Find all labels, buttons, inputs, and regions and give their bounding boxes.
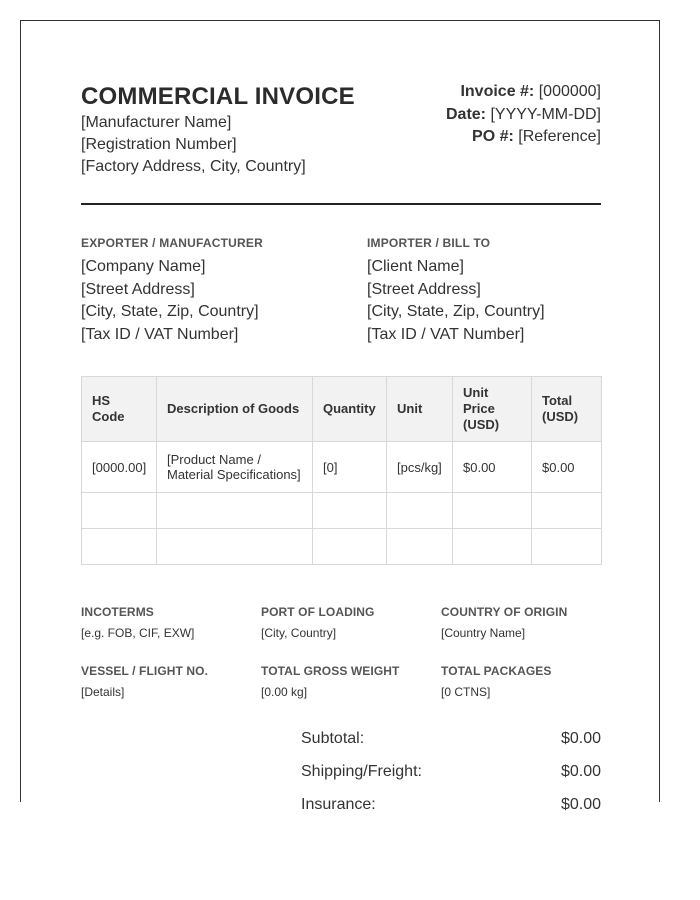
exporter-tax-id: [Tax ID / VAT Number] (81, 325, 239, 343)
table-row (82, 493, 602, 529)
subtotal-value: $0.00 (560, 730, 601, 747)
importer-city: [City, State, Zip, Country] (367, 303, 545, 320)
items-table (81, 376, 602, 565)
invoice-number-label: Invoice #: (460, 83, 535, 100)
exporter-block (81, 236, 331, 346)
shipping-freight-row (301, 762, 601, 795)
date-value: [YYYY-MM-DD] (490, 105, 601, 123)
incoterms-block (81, 605, 251, 640)
subtotal-label: Subtotal: (301, 730, 365, 747)
gross-weight-block (261, 664, 431, 699)
invoice-number-value: [000000] (538, 83, 601, 100)
cell-description (157, 529, 313, 565)
cell-total (532, 529, 602, 565)
cell-unit (387, 493, 453, 529)
invoice-header (81, 83, 601, 203)
shipping-freight-value: $0.00 (560, 763, 601, 780)
column-header-quantity: Quantity (313, 377, 387, 442)
cell-unit-price: $0.00 (453, 442, 532, 493)
gross-weight-heading: TOTAL GROSS WEIGHT (261, 664, 400, 678)
header-divider (81, 203, 601, 205)
cell-total: $0.00 (532, 442, 602, 493)
total-packages-heading: TOTAL PACKAGES (441, 664, 552, 678)
gross-weight-value: [0.00 kg] (261, 685, 308, 699)
po-label: PO #: (472, 128, 514, 145)
exporter-city: [City, State, Zip, Country] (81, 303, 259, 320)
incoterms-value: [e.g. FOB, CIF, EXW] (81, 626, 195, 640)
cell-hs-code: [0000.00] (82, 442, 157, 493)
column-header-description: Description of Goods (157, 377, 313, 442)
table-row (82, 442, 602, 493)
vessel-flight-block (81, 664, 251, 699)
date-label: Date: (446, 105, 487, 123)
column-header-unit: Unit (387, 377, 453, 442)
importer-block (367, 236, 617, 346)
cell-hs-code (82, 529, 157, 565)
insurance-label: Insurance: (301, 796, 376, 813)
vessel-flight-heading: VESSEL / FLIGHT NO. (81, 664, 209, 678)
cell-total (532, 493, 602, 529)
insurance-value: $0.00 (560, 796, 601, 813)
importer-street: [Street Address] (367, 280, 481, 298)
subtotal-row (301, 729, 601, 762)
port-of-loading-heading: PORT OF LOADING (261, 605, 375, 619)
cell-unit-price (453, 493, 532, 529)
table-row (82, 529, 602, 565)
port-of-loading-block (261, 605, 431, 640)
totals-section (301, 729, 601, 828)
exporter-company: [Company Name] (81, 258, 206, 275)
date-line (446, 104, 601, 127)
country-of-origin-heading: COUNTRY OF ORIGIN (441, 605, 568, 619)
importer-heading: IMPORTER / BILL TO (367, 236, 491, 250)
total-packages-value: [0 CTNS] (441, 685, 491, 699)
column-header-hs-code: HS Code (82, 377, 157, 442)
column-header-unit-price: Unit Price (USD) (453, 377, 532, 442)
cell-quantity: [0] (313, 442, 387, 493)
invoice-page (20, 20, 660, 813)
insurance-row (301, 795, 601, 828)
shipping-freight-label: Shipping/Freight: (301, 763, 422, 780)
incoterms-heading: INCOTERMS (81, 605, 154, 619)
cell-hs-code (82, 493, 157, 529)
exporter-street: [Street Address] (81, 280, 195, 298)
factory-address: [Factory Address, City, Country] (81, 158, 306, 175)
cell-quantity (313, 493, 387, 529)
invoice-content (81, 83, 601, 813)
importer-tax-id: [Tax ID / VAT Number] (367, 325, 525, 343)
page-title: COMMERCIAL INVOICE (81, 83, 355, 110)
port-of-loading-value: [City, Country] (261, 626, 337, 640)
cell-description (157, 493, 313, 529)
cell-unit: [pcs/kg] (387, 442, 453, 493)
manufacturer-name: [Manufacturer Name] (81, 114, 232, 131)
cell-unit (387, 529, 453, 565)
importer-client: [Client Name] (367, 258, 464, 275)
registration-number: [Registration Number] (81, 136, 237, 153)
cell-quantity (313, 529, 387, 565)
table-header-row (82, 377, 602, 442)
exporter-heading: EXPORTER / MANUFACTURER (81, 236, 263, 250)
cell-description: [Product Name / Material Specifications] (157, 442, 313, 493)
invoice-meta (446, 81, 601, 149)
vessel-flight-value: [Details] (81, 685, 125, 699)
po-line (446, 126, 601, 149)
po-value: [Reference] (518, 128, 601, 145)
column-header-total: Total (USD) (532, 377, 602, 442)
cell-unit-price (453, 529, 532, 565)
country-of-origin-block (441, 605, 611, 640)
total-packages-block (441, 664, 611, 699)
country-of-origin-value: [Country Name] (441, 626, 526, 640)
invoice-number-line (446, 81, 601, 104)
